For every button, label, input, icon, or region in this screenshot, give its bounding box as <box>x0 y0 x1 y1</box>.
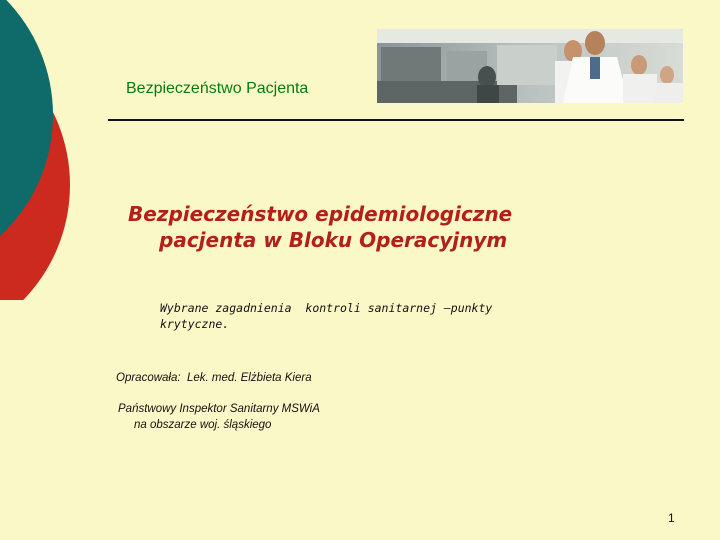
header-title: Bezpieczeństwo Pacjenta <box>126 80 309 97</box>
inspector-line-2: na obszarze woj. śląskiego <box>134 419 272 431</box>
subtitle-line-2: krytyczne. <box>160 317 230 331</box>
title-line-1: Bezpieczeństwo epidemiologiczne <box>128 202 513 226</box>
main-title <box>128 201 648 253</box>
decorative-circles <box>0 0 120 300</box>
header-rule <box>108 119 684 121</box>
inspector-info <box>118 401 418 433</box>
medical-staff-photo <box>377 29 683 103</box>
subtitle <box>160 300 520 332</box>
title-line-2: pacjenta w Bloku Operacyjnym <box>159 228 508 252</box>
inspector-line-1: Państwowy Inspektor Sanitarny MSWiA <box>118 403 320 415</box>
subtitle-line-1: Wybrane zagadnienia kontroli sanitarnej –punkty <box>160 301 493 315</box>
author-line: Opracowała: Lek. med. Elżbieta Kiera <box>116 372 312 384</box>
page-number: 1 <box>668 511 675 525</box>
